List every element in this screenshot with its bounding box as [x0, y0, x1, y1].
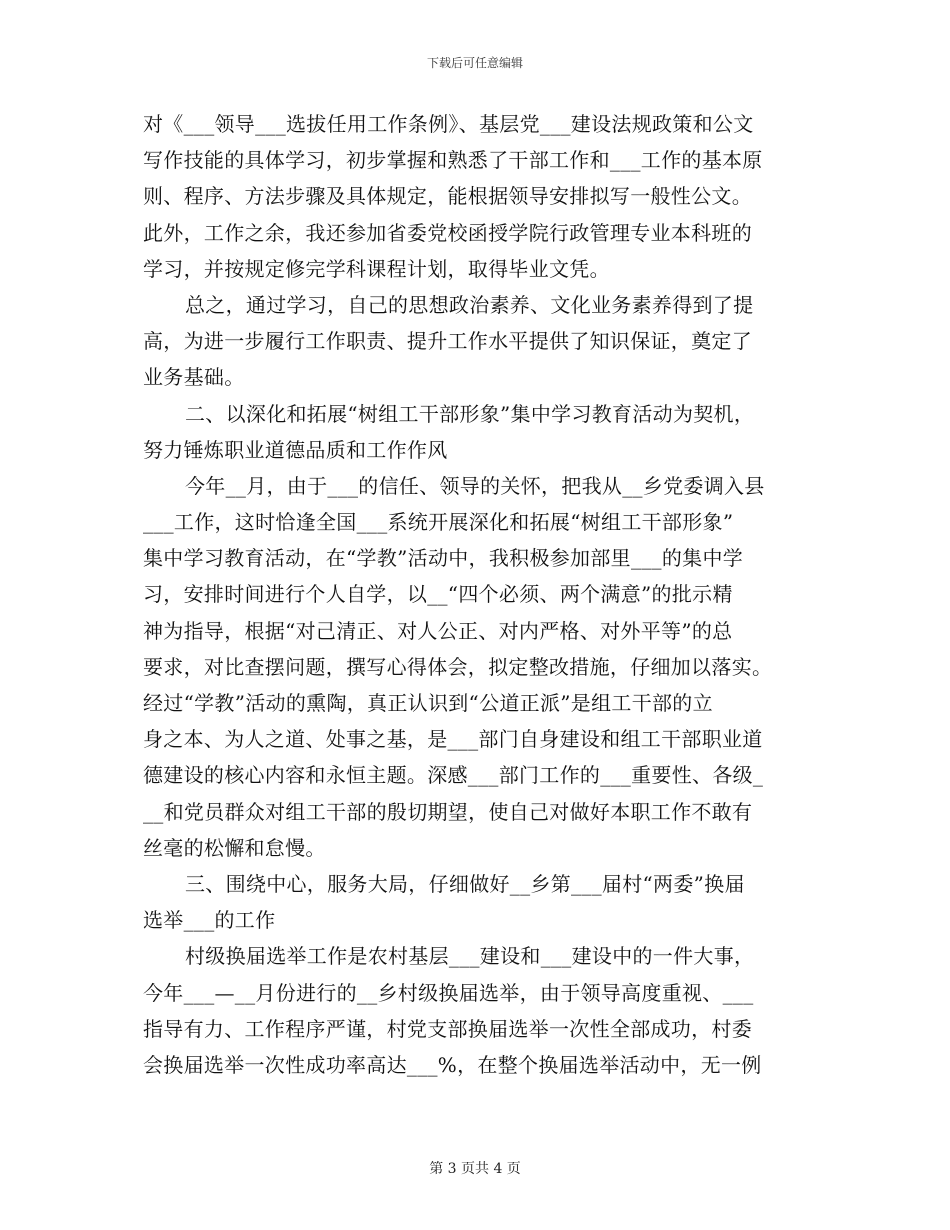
text-line: 德建设的核心内容和永恒主题。深感___部门工作的___重要性、各级_ — [143, 763, 764, 788]
text-line: 则、程序、方法步骤及具体规定，能根据领导安排拟写一般性公文。 — [143, 184, 752, 209]
text-line: 写作技能的具体学习，初步掌握和熟悉了干部工作和___工作的基本原 — [143, 148, 763, 173]
page-footer: 第 3 页共 4 页 — [429, 1161, 521, 1177]
text-line: 要求，对比查摆问题，撰写心得体会，拟定整改措施，仔细加以落实。 — [143, 654, 773, 679]
section-heading-line: 二、以深化和拓展“树组工干部形象”集中学习教育活动为契机， — [185, 401, 755, 426]
text-line: 丝毫的松懈和怠慢。 — [143, 835, 326, 860]
section-heading-line: 三、围绕中心，服务大局，仔细做好__乡第___届村“两委”换届 — [185, 871, 745, 896]
text-line: 今年__月，由于___的信任、领导的关怀，把我从__乡党委调入县 — [185, 473, 765, 498]
text-line: 此外，工作之余，我还参加省委党校函授学院行政管理专业本科班的 — [143, 220, 752, 245]
text-line: 集中学习教育活动，在“学教”活动中，我积极参加部里___的集中学 — [143, 546, 744, 571]
text-line: 身之本、为人之道、处事之基，是___部门自身建设和组工干部职业道 — [143, 727, 763, 752]
text-line: 对《___领导___选拔任用工作条例》、基层党___建设法规政策和公文 — [143, 112, 754, 136]
page-header: 下载后可任意编辑 — [426, 56, 523, 70]
document-body — [143, 106, 803, 1083]
text-line: 村级换届选举工作是农村基层___建设和___建设中的一件大事， — [185, 944, 755, 969]
text-line: ___工作，这时恰逢全国___系统开展深化和拓展“树组工干部形象” — [143, 510, 734, 535]
text-line: 习，安排时间进行个人自学，以__“四个必须、两个满意”的批示精 — [143, 582, 733, 607]
text-line: 高，为进一步履行工作职责、提升工作水平提供了知识保证，奠定了 — [143, 329, 752, 354]
text-line: 神为指导，根据“对己清正、对人公正、对内严格、对外平等”的总 — [143, 618, 733, 643]
text-line: 总之，通过学习，自己的思想政治素养、文化业务素养得到了提 — [185, 292, 754, 317]
text-line: __和党员群众对组工干部的殷切期望，使自己对做好本职工作不敢有 — [143, 799, 753, 824]
section-heading-line: 努力锤炼职业道德品质和工作作风 — [143, 437, 448, 462]
section-heading-line: 选举___的工作 — [143, 908, 276, 933]
text-line: 学习，并按规定修完学科课程计划，取得毕业文凭。 — [143, 256, 610, 281]
text-line: 今年___—__月份进行的__乡村级换届选举，由于领导高度重视、___ — [143, 980, 754, 1005]
text-line: 经过“学教”活动的熏陶，真正认识到“公道正派”是组工干部的立 — [143, 691, 713, 715]
text-line: 业务基础。 — [143, 365, 245, 390]
text-line: 会换届选举一次性成功率高达___%，在整个换届选举活动中，无一例 — [143, 1052, 762, 1077]
text-line: 指导有力、工作程序严谨，村党支部换届选举一次性全部成功，村委 — [143, 1016, 752, 1041]
